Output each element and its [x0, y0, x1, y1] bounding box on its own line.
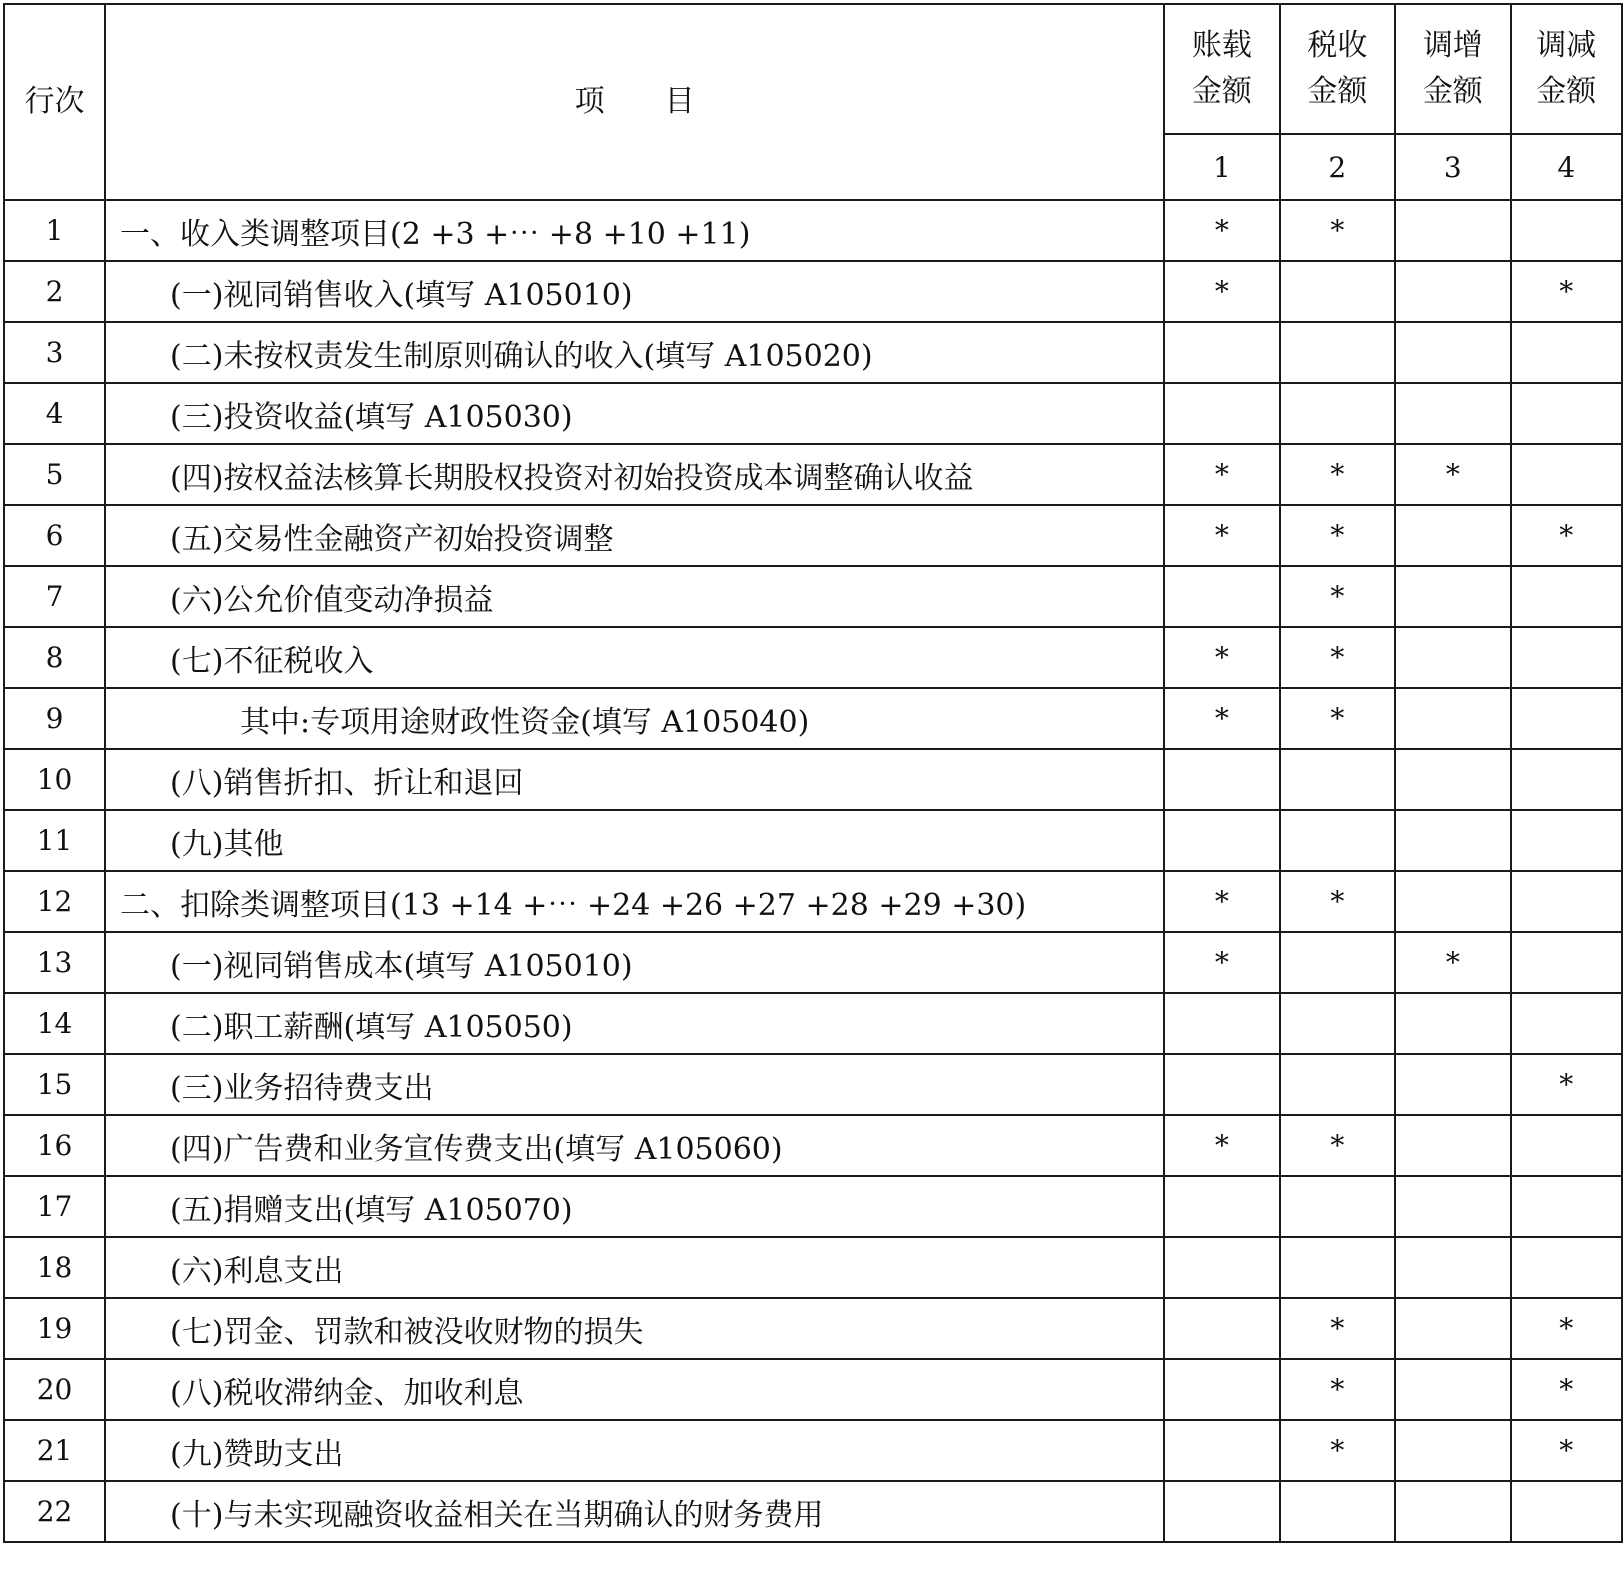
table-row [4, 810, 1622, 871]
tax-amount-cell [1280, 1054, 1395, 1115]
book-amount-cell: * [1164, 627, 1279, 688]
tax-amount-cell [1280, 1176, 1395, 1237]
decrease-amount-cell: * [1511, 261, 1622, 322]
column-number: 2 [1280, 134, 1395, 200]
increase-amount-cell [1395, 749, 1510, 810]
tax-amount-cell: * [1280, 1298, 1395, 1359]
table-row [4, 1298, 1622, 1359]
decrease-amount-cell [1511, 810, 1622, 871]
header-row [4, 4, 1622, 134]
row-item-label: (八)税收滞纳金、加收利息 [105, 1359, 1164, 1420]
row-number: 8 [4, 627, 105, 688]
table-row [4, 1237, 1622, 1298]
row-number-header: 行次 [4, 4, 105, 200]
row-item-label: (九)赞助支出 [105, 1420, 1164, 1481]
book-amount-cell: * [1164, 932, 1279, 993]
increase-amount-cell [1395, 1481, 1510, 1542]
tax-amount-cell [1280, 749, 1395, 810]
tax-amount-cell [1280, 1237, 1395, 1298]
tax-amount-header [1280, 4, 1395, 134]
row-item-label: (五)交易性金融资产初始投资调整 [105, 505, 1164, 566]
book-amount-cell: * [1164, 1115, 1279, 1176]
tax-amount-cell: * [1280, 871, 1395, 932]
row-item-label: (五)捐赠支出(填写 A105070) [105, 1176, 1164, 1237]
table-row [4, 1054, 1622, 1115]
table-row [4, 1176, 1622, 1237]
row-item-label: (六)利息支出 [105, 1237, 1164, 1298]
tax-amount-cell [1280, 322, 1395, 383]
book-amount-cell [1164, 1054, 1279, 1115]
decrease-amount-cell: * [1511, 1359, 1622, 1420]
table-row [4, 688, 1622, 749]
row-item-label: 一、收入类调整项目(2 +3 +⋯ +8 +10 +11) [105, 200, 1164, 261]
table-row [4, 749, 1622, 810]
decrease-amount-cell [1511, 871, 1622, 932]
increase-amount-cell [1395, 505, 1510, 566]
row-item-label: (三)投资收益(填写 A105030) [105, 383, 1164, 444]
increase-amount-cell [1395, 383, 1510, 444]
book-amount-cell: * [1164, 261, 1279, 322]
tax-amount-cell [1280, 261, 1395, 322]
header-line: 调增 [1422, 28, 1483, 63]
table-row [4, 383, 1622, 444]
decrease-amount-cell [1511, 993, 1622, 1054]
decrease-amount-cell [1511, 444, 1622, 505]
table-row [4, 932, 1622, 993]
header-line: 调减 [1536, 28, 1597, 63]
tax-amount-cell [1280, 993, 1395, 1054]
row-item-label: (四)广告费和业务宣传费支出(填写 A105060) [105, 1115, 1164, 1176]
row-number: 20 [4, 1359, 105, 1420]
book-amount-cell [1164, 1481, 1279, 1542]
decrease-amount-cell: * [1511, 1420, 1622, 1481]
row-item-label: (一)视同销售收入(填写 A105010) [105, 261, 1164, 322]
decrease-amount-cell [1511, 1237, 1622, 1298]
tax-amount-cell: * [1280, 1115, 1395, 1176]
tax-amount-cell [1280, 932, 1395, 993]
book-amount-cell [1164, 1420, 1279, 1481]
decrease-amount-cell [1511, 1176, 1622, 1237]
book-amount-header [1164, 4, 1279, 134]
increase-amount-cell [1395, 993, 1510, 1054]
table-row [4, 1481, 1622, 1542]
header-line: 税收 [1307, 28, 1368, 63]
row-number: 11 [4, 810, 105, 871]
table-row [4, 1115, 1622, 1176]
row-number: 2 [4, 261, 105, 322]
table-row [4, 566, 1622, 627]
decrease-amount-cell [1511, 200, 1622, 261]
decrease-amount-cell [1511, 1481, 1622, 1542]
row-number: 16 [4, 1115, 105, 1176]
book-amount-cell: * [1164, 688, 1279, 749]
decrease-amount-cell [1511, 1115, 1622, 1176]
row-item-label: (十)与未实现融资收益相关在当期确认的财务费用 [105, 1481, 1164, 1542]
table-body [4, 200, 1622, 1542]
increase-amount-cell [1395, 1176, 1510, 1237]
tax-amount-cell: * [1280, 505, 1395, 566]
book-amount-cell [1164, 322, 1279, 383]
increase-amount-cell [1395, 871, 1510, 932]
row-number: 19 [4, 1298, 105, 1359]
table-row [4, 505, 1622, 566]
book-amount-cell [1164, 1298, 1279, 1359]
table-row [4, 871, 1622, 932]
increase-amount-cell: * [1395, 444, 1510, 505]
row-number: 17 [4, 1176, 105, 1237]
decrease-amount-cell: * [1511, 505, 1622, 566]
row-item-label: (二)未按权责发生制原则确认的收入(填写 A105020) [105, 322, 1164, 383]
tax-amount-cell: * [1280, 566, 1395, 627]
book-amount-cell: * [1164, 505, 1279, 566]
decrease-amount-cell: * [1511, 1298, 1622, 1359]
header-line: 账载 [1191, 28, 1252, 63]
table-row [4, 627, 1622, 688]
row-number: 10 [4, 749, 105, 810]
row-number: 21 [4, 1420, 105, 1481]
decrease-amount-cell [1511, 322, 1622, 383]
book-amount-cell: * [1164, 444, 1279, 505]
row-number: 3 [4, 322, 105, 383]
increase-amount-cell [1395, 322, 1510, 383]
book-amount-cell [1164, 566, 1279, 627]
adjustment-table-container [3, 3, 1623, 1543]
row-number: 15 [4, 1054, 105, 1115]
increase-amount-header [1395, 4, 1510, 134]
row-item-label: 其中:专项用途财政性资金(填写 A105040) [105, 688, 1164, 749]
tax-amount-cell: * [1280, 1359, 1395, 1420]
tax-amount-cell: * [1280, 444, 1395, 505]
book-amount-cell [1164, 1359, 1279, 1420]
row-item-label: (二)职工薪酬(填写 A105050) [105, 993, 1164, 1054]
tax-amount-cell [1280, 383, 1395, 444]
table-row [4, 1420, 1622, 1481]
table-row [4, 261, 1622, 322]
book-amount-cell [1164, 993, 1279, 1054]
header-line: 金额 [1536, 74, 1597, 109]
book-amount-cell [1164, 383, 1279, 444]
row-item-label: 二、扣除类调整项目(13 +14 +⋯ +24 +26 +27 +28 +29 +30) [105, 871, 1164, 932]
increase-amount-cell [1395, 1054, 1510, 1115]
row-number: 22 [4, 1481, 105, 1542]
row-number: 14 [4, 993, 105, 1054]
increase-amount-cell [1395, 688, 1510, 749]
row-item-label: (一)视同销售成本(填写 A105010) [105, 932, 1164, 993]
tax-amount-cell: * [1280, 688, 1395, 749]
row-item-label: (九)其他 [105, 810, 1164, 871]
header-line: 金额 [1191, 74, 1252, 109]
row-number: 9 [4, 688, 105, 749]
decrease-amount-cell [1511, 566, 1622, 627]
book-amount-cell: * [1164, 871, 1279, 932]
row-number: 5 [4, 444, 105, 505]
decrease-amount-cell [1511, 627, 1622, 688]
row-item-label: (八)销售折扣、折让和退回 [105, 749, 1164, 810]
decrease-amount-cell: * [1511, 1054, 1622, 1115]
header-line: 金额 [1422, 74, 1483, 109]
tax-amount-cell: * [1280, 627, 1395, 688]
increase-amount-cell [1395, 1359, 1510, 1420]
increase-amount-cell [1395, 566, 1510, 627]
row-number: 4 [4, 383, 105, 444]
row-item-label: (三)业务招待费支出 [105, 1054, 1164, 1115]
decrease-amount-cell [1511, 688, 1622, 749]
column-number: 1 [1164, 134, 1279, 200]
row-number: 12 [4, 871, 105, 932]
decrease-amount-cell [1511, 932, 1622, 993]
tax-adjustment-table [3, 3, 1623, 1543]
row-number: 18 [4, 1237, 105, 1298]
row-item-label: (四)按权益法核算长期股权投资对初始投资成本调整确认收益 [105, 444, 1164, 505]
column-number: 3 [1395, 134, 1510, 200]
decrease-amount-header [1511, 4, 1622, 134]
increase-amount-cell [1395, 1420, 1510, 1481]
row-number: 13 [4, 932, 105, 993]
column-number: 4 [1511, 134, 1622, 200]
increase-amount-cell [1395, 1298, 1510, 1359]
item-header: 项 目 [105, 4, 1164, 200]
row-number: 6 [4, 505, 105, 566]
increase-amount-cell [1395, 1115, 1510, 1176]
table-row [4, 444, 1622, 505]
table-row [4, 1359, 1622, 1420]
row-number: 7 [4, 566, 105, 627]
tax-amount-cell [1280, 810, 1395, 871]
book-amount-cell [1164, 749, 1279, 810]
book-amount-cell [1164, 810, 1279, 871]
increase-amount-cell [1395, 200, 1510, 261]
row-number: 1 [4, 200, 105, 261]
increase-amount-cell [1395, 1237, 1510, 1298]
decrease-amount-cell [1511, 749, 1622, 810]
row-item-label: (六)公允价值变动净损益 [105, 566, 1164, 627]
table-row [4, 993, 1622, 1054]
row-item-label: (七)罚金、罚款和被没收财物的损失 [105, 1298, 1164, 1359]
decrease-amount-cell [1511, 383, 1622, 444]
tax-amount-cell [1280, 1481, 1395, 1542]
table-row [4, 322, 1622, 383]
increase-amount-cell [1395, 810, 1510, 871]
header-line: 金额 [1307, 74, 1368, 109]
increase-amount-cell [1395, 261, 1510, 322]
increase-amount-cell: * [1395, 932, 1510, 993]
table-row [4, 200, 1622, 261]
row-item-label: (七)不征税收入 [105, 627, 1164, 688]
book-amount-cell [1164, 1237, 1279, 1298]
tax-amount-cell: * [1280, 1420, 1395, 1481]
book-amount-cell [1164, 1176, 1279, 1237]
book-amount-cell: * [1164, 200, 1279, 261]
increase-amount-cell [1395, 627, 1510, 688]
tax-amount-cell: * [1280, 200, 1395, 261]
